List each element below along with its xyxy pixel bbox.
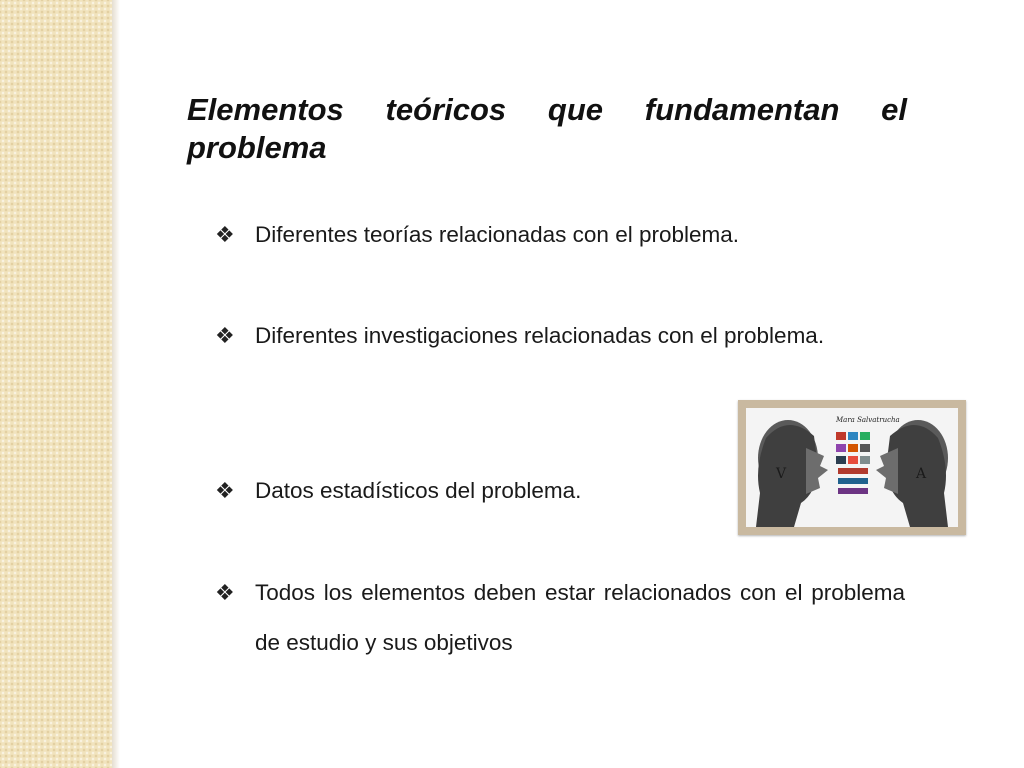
right-face-icon (876, 420, 948, 527)
svg-text:V: V (776, 466, 787, 482)
list-item (215, 568, 905, 668)
list-item (215, 466, 675, 516)
svg-text:A: A (916, 466, 927, 482)
bullet-text: Diferentes investigaciones relacionadas con el problema. (255, 323, 825, 348)
list-item (215, 311, 905, 361)
sidebar-shadow (112, 0, 120, 768)
list-item (215, 210, 905, 260)
diamond-bullet-icon: ❖ (215, 478, 235, 503)
collage-icon (836, 432, 870, 494)
image-frame (738, 400, 966, 535)
left-face-icon (756, 420, 828, 527)
bullet-text: Todos los elementos deben estar relacionados con el problema de estudio y sus objetivos (255, 580, 905, 655)
faces-illustration (746, 408, 958, 527)
image-caption: Mara Salvatrucha (836, 416, 900, 424)
bullet-text: Diferentes teorías relacionadas con el problema. (255, 222, 740, 247)
bullet-text: Datos estadísticos del problema. (255, 478, 582, 503)
diamond-bullet-icon: ❖ (215, 580, 235, 605)
decorative-sidebar (0, 0, 112, 768)
slide-photo (746, 408, 958, 527)
diamond-bullet-icon: ❖ (215, 222, 235, 247)
slide-title: Elementos teóricos que fundamentan el problema (187, 91, 907, 165)
diamond-bullet-icon: ❖ (215, 323, 235, 348)
